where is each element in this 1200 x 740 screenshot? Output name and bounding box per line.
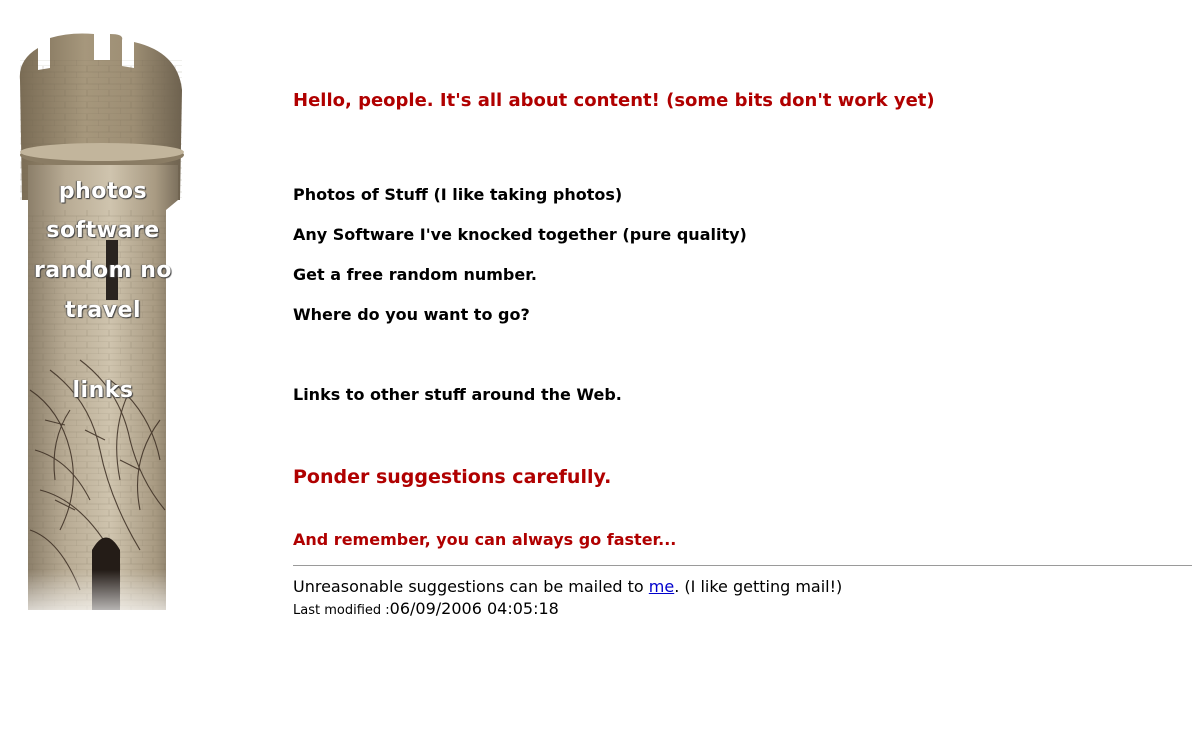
last-modified-value: 06/09/2006 04:05:18 [389,599,559,618]
mail-line [293,577,842,596]
menu-photos[interactable]: Photos of Stuff (I like taking photos) [293,185,623,204]
horizontal-rule [293,565,1192,566]
menu-random-number[interactable]: Get a free random number. [293,265,537,284]
nav-travel-link[interactable]: travel [64,298,141,323]
mail-prefix: Unreasonable suggestions can be mailed to [293,577,649,596]
last-modified-label: Last modified : [293,603,390,618]
menu-links[interactable]: Links to other stuff around the Web. [293,385,622,404]
mail-me-link[interactable]: me [648,577,675,596]
nav-photos-link[interactable]: photos [58,179,148,204]
last-modified [293,599,559,618]
ponder-heading: Ponder suggestions carefully. [293,466,612,488]
nav-links-link[interactable]: links [72,378,134,403]
castle-tower [10,30,190,630]
nav-random-no-link[interactable]: random no [33,258,173,283]
castle-tower-image [10,30,190,630]
nav-software-link[interactable]: software [46,218,160,243]
menu-software[interactable]: Any Software I've knocked together (pure quality) [293,225,747,244]
mail-suffix: . (I like getting mail!) [674,577,843,596]
menu-travel[interactable]: Where do you want to go? [293,305,530,324]
remember-heading: And remember, you can always go faster... [293,530,677,549]
page-headline: Hello, people. It's all about content! (some bits don't work yet) [293,90,935,111]
